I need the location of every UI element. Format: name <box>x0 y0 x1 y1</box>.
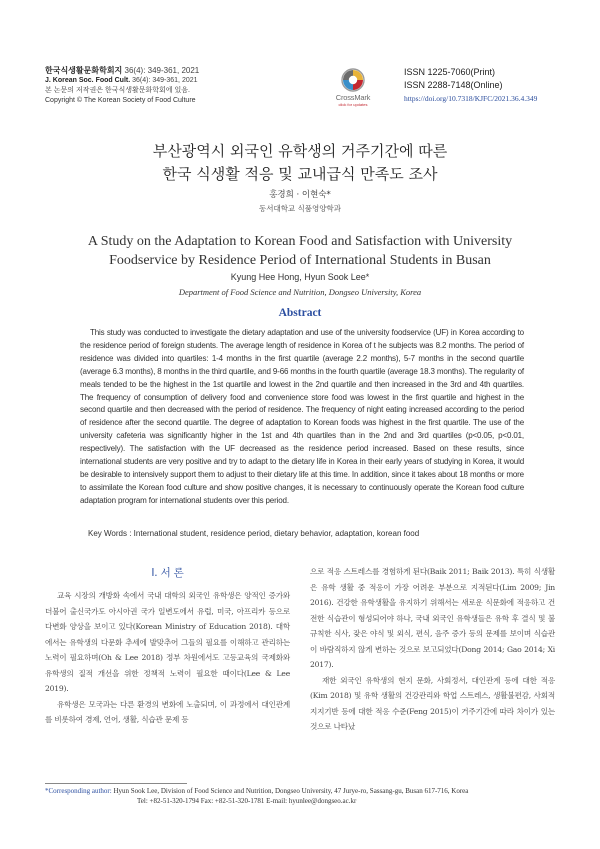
affiliation-en: Department of Food Science and Nutrition, Dongseo University, Korea <box>178 287 422 297</box>
body-paragraph: 교육 시장의 개방화 속에서 국내 대학의 외국인 유학생은 양적인 증가와 더불어 출신국가도 아시아권 국가 일변도에서 유럽, 미국, 아프리카 등으로 다변화 양상을 보이고 있다(Korean Ministry of Education 2018). 대학에서는 유학생의 다문화 추세에 발맞추어 그들의 필요를 이해하고 관리하는 노력이 필요하며(Oh & Lee 2018) 정부 차원에서도 고등교육의 국제화와 유학생의 질적 개선을 위한 정책적 노력이 필요한 때이다(Lee & Lee 2019). <box>45 591 290 693</box>
authors-ko: 홍경희 · 이현숙* <box>269 190 331 200</box>
paper-title-en <box>0 232 600 270</box>
crossmark-badge[interactable] <box>329 68 377 107</box>
authors-en: Kyung Hee Hong, Hyun Sook Lee* <box>230 272 370 282</box>
body-paragraph: 재한 외국인 유학생의 현지 문화, 사회정서, 대인관계 등에 대한 적응(Kim 2018) 및 유학 생활의 건강관리와 학업 스트레스, 생활불편감, 사회적 지지기반 등에 대한 적응 수준(Feng 2015)이 거주기간에 따라 차이가 있는 것으로 나타났 <box>310 675 555 731</box>
body-paragraph: 으로 적응 스트레스를 경험하게 된다(Baik 2011; Baik 2013). 특히 식생활은 유학 생활 중 적응이 가장 어려운 부분으로 지적된다(Lim 2009; Jin 2016). 건강한 유학생활을 유지하기 위해서는 새로운 식문화에 적응하고 건전한 식습관이 형성되어야 하나, 국내 외국인 유학생들은 유학 후 결식 및 불규칙한 식사, 잦은 야식 및 외식, 편식, 음주 증가 등의 문제를 보이며 식습관이 바람직하지 않게 변하는 것으로 보고되었다(Dong 2014; Gao 2014; Xi 2017). <box>310 567 555 669</box>
affiliation-ko: 동서대학교 식품영양학과 <box>258 204 342 213</box>
footnote-contact: Tel: +82-51-320-1794 Fax: +82-51-320-1781 E-mail: hyunlee@dongseo.ac.kr <box>137 797 357 805</box>
body-column-left <box>45 564 290 728</box>
journal-title-en: J. Korean Soc. Food Cult. 36(4): 349-361, 2021 <box>45 77 198 84</box>
issn-block <box>404 66 554 105</box>
paper-title-ko <box>0 140 600 186</box>
keywords <box>88 529 528 538</box>
footnote-label: *Corresponding author: <box>45 787 112 795</box>
journal-title-ko: 한국식생활문화학회지 36(4): 349-361, 2021 <box>45 66 200 75</box>
abstract-text: This study was conducted to investigate the dietary adaptation and use of the university foodservice (UF) in Korea according to the residence period of foreign students. The average length of residence in Korea of t he subjects was 8.2 months. The period of residence was divided into quartiles: 1-4 months in the first quartile (average 2.2 months), 5-7 months in the second quartile (average 6.3 months), 8 months in the third quartile, and 9-66 months in the fourth quartile (average 18.3 months). The regularity of meals tended to be the highest in the 1st quartile and lowest in the 2nd quartile and then increased in the 3rd and 4th quartiles. The frequency of consumption of delivery food and convenience store food was lowest in the first quartile and highest in the second quartile and then decreased with the period of residence. The frequency of night eating increased according to the period of residence after the second quartile. The degree of adaptation to Korean foods was highest in the first quartile. The use of the university cafeteria was significantly higher in the 1st and 4th quartiles than in the 2nd and 3rd quartiles (p<0.05, p<0.01, respectively). The satisfaction with the UF decreased as the residence period increased. Based on these results, since international students are very positive and try to adapt to the dietary life in Korea in their early years of studying in Korea, it would be desirable to intensively support them to adjust to their dietary life at this time. In addition, since it takes about 18 months or more to assimilate the Korean food culture and show positive changes, it is necessary to continuously operate the Korean food culture adaptation program for international students over this period. <box>80 328 524 505</box>
crossmark-sub: click for updates <box>338 102 368 107</box>
crossmark-icon <box>341 68 365 92</box>
keywords-label: Key Words : <box>88 529 132 538</box>
title-en-line1: A Study on the Adaptation to Korean Food and Satisfaction with University <box>87 234 513 249</box>
footnote-address: Hyun Sook Lee, Division of Food Science and Nutrition, Dongseo University, 47 Jurye-ro, Sassang-gu, Busan 617-716, Korea <box>113 787 469 795</box>
keywords-list: International student, residence period, dietary behavior, adaptation, korean food <box>133 529 420 538</box>
issn-print: ISSN 1225-7060(Print) <box>404 67 496 77</box>
body-paragraph: 유학생은 모국과는 다른 환경의 변화에 노출되며, 이 과정에서 대인관계를 비롯하여 경제, 언어, 생활, 식습관 문제 등 <box>45 699 290 724</box>
title-en-line2: Foodservice by Residence Period of International Students in Busan <box>109 253 491 268</box>
corresponding-author-footnote <box>45 786 565 806</box>
title-ko-line1: 부산광역시 외국인 유학생의 거주기간에 따른 <box>152 142 448 160</box>
journal-cite-en: 36(4): 349-361, 2021 <box>132 77 198 84</box>
issn-online: ISSN 2288-7148(Online) <box>404 80 503 90</box>
journal-cite-ko: 36(4): 349-361, 2021 <box>124 66 200 75</box>
copyright-en: Copyright © The Korean Society of Food Culture <box>45 97 196 104</box>
crossmark-label: CrossMark <box>335 93 371 102</box>
doi-link[interactable]: https://doi.org/10.7318/KJFC/2021.36.4.349 <box>404 94 538 103</box>
journal-header <box>45 66 285 106</box>
copyright-ko: 본 논문의 저작권은 한국식생활문화학회에 있음. <box>45 87 190 94</box>
footnote-divider <box>45 783 187 784</box>
body-column-right <box>310 564 555 735</box>
abstract-heading: Abstract <box>278 307 322 319</box>
section-heading-intro: Ⅰ. 서 론 <box>151 567 184 579</box>
title-ko-line2: 한국 식생활 적응 및 교내급식 만족도 조사 <box>162 165 438 183</box>
